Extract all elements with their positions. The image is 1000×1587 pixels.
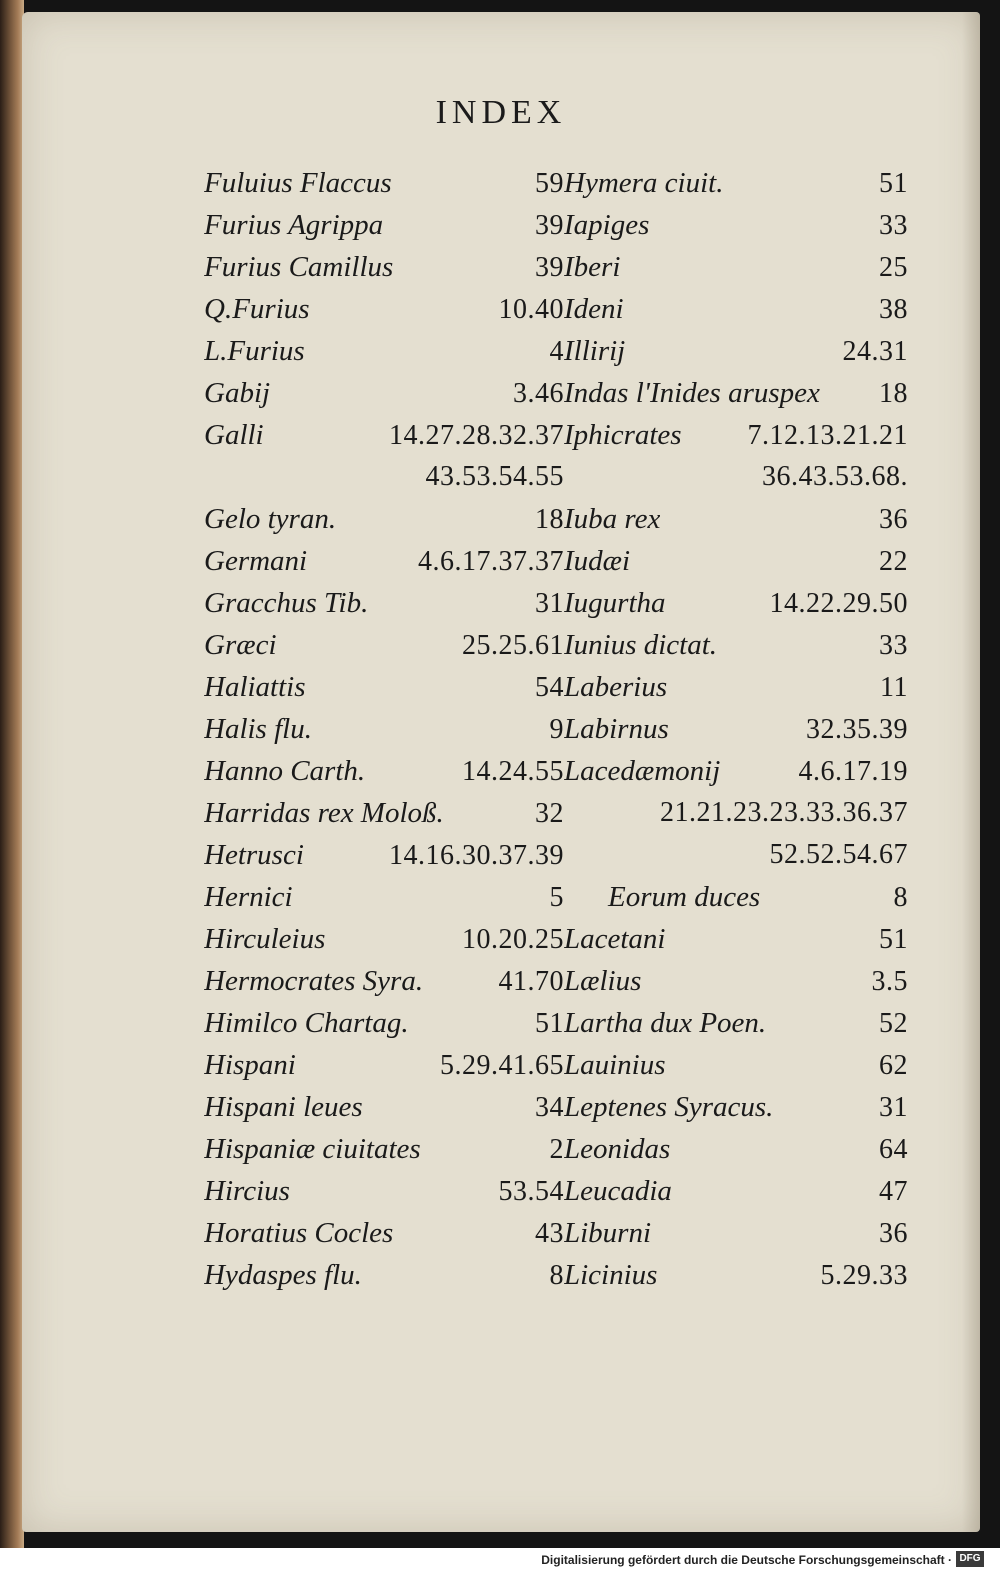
index-entry [204, 1044, 564, 1086]
entry-page-numbers: 32 [535, 798, 564, 829]
entry-name: Iuba rex [564, 503, 661, 535]
index-entry [204, 876, 564, 918]
index-entry [204, 750, 564, 792]
entry-name: Iphicrates [564, 419, 682, 451]
entry-name: Liburni [564, 1217, 652, 1249]
entry-name: Iunius dictat. [564, 629, 718, 661]
entry-page-numbers: 5 [549, 882, 564, 913]
entry-name: Hydaspes flu. [204, 1259, 362, 1291]
entry-name: Hymera ciuit. [564, 167, 724, 199]
index-entry [204, 1002, 564, 1044]
entry-name: Q.Furius [204, 293, 310, 325]
entry-page-numbers: 14.27.28.32.37 [389, 420, 564, 451]
index-entry [564, 1212, 908, 1254]
entry-name: Hispaniæ ciuitates [204, 1133, 421, 1165]
entry-name: Hernici [204, 881, 293, 913]
entry-page-numbers: 5.29.33 [820, 1260, 908, 1291]
entry-page-numbers: 9 [549, 714, 564, 745]
entry-page-numbers: 7.12.13.21.21 [747, 420, 908, 451]
entry-page-numbers: 51 [879, 924, 908, 955]
entry-name: Licinius [564, 1259, 658, 1291]
entry-name: Germani [204, 545, 308, 577]
entry-name: Illirij [564, 335, 626, 367]
entry-page-numbers: 18 [879, 378, 908, 409]
entry-name: Labirnus [564, 713, 669, 745]
entry-name: Laberius [564, 671, 668, 703]
entry-name: Lartha dux Poen. [564, 1007, 767, 1039]
book-page [22, 12, 980, 1532]
entry-page-numbers: 41.70 [498, 966, 564, 997]
entry-page-numbers: 10.20.25 [462, 924, 564, 955]
entry-page-numbers: 24.31 [842, 336, 908, 367]
index-entry [204, 1128, 564, 1170]
index-entry [204, 666, 564, 708]
entry-name: Iudæi [564, 545, 631, 577]
entry-name: Eorum duces [608, 881, 761, 913]
entry-name: Lælius [564, 965, 642, 997]
entry-page-numbers: 3.46 [513, 378, 564, 409]
entry-name: Halis flu. [204, 713, 312, 745]
entry-name: Fuluius Flaccus [204, 167, 392, 199]
entry-page-numbers: 52.52.54.67 [769, 839, 908, 870]
entry-page-numbers: 51 [535, 1008, 564, 1039]
index-entry [564, 960, 908, 1002]
entry-name: Gelo tyran. [204, 503, 337, 535]
entry-name: Hispani leues [204, 1091, 363, 1123]
index-entry [204, 288, 564, 330]
entry-name: Iapiges [564, 209, 650, 241]
index-entry [564, 372, 908, 414]
entry-page-numbers: 32.35.39 [806, 714, 908, 745]
entry-name: Hanno Carth. [204, 755, 366, 787]
entry-page-numbers: 2 [549, 1134, 564, 1165]
index-entry [564, 414, 908, 456]
index-entry [204, 792, 564, 834]
entry-page-numbers: 8 [893, 882, 908, 913]
index-entry [564, 456, 908, 498]
entry-name: Græci [204, 629, 277, 661]
entry-name: Leonidas [564, 1133, 671, 1165]
entry-name: Leptenes Syracus. [564, 1091, 774, 1123]
index-entry [564, 624, 908, 666]
entry-page-numbers: 4 [549, 336, 564, 367]
entry-name: Lauinius [564, 1049, 666, 1081]
entry-name: Iugurtha [564, 587, 666, 619]
entry-name: Himilco Chartag. [204, 1007, 409, 1039]
index-entry [204, 582, 564, 624]
entry-page-numbers: 3.5 [871, 966, 908, 997]
footer-credit: Digitalisierung gefördert durch die Deutsche Forschungsgemeinschaft · [541, 1553, 952, 1567]
entry-page-numbers: 25 [879, 252, 908, 283]
index-entry [204, 1086, 564, 1128]
index-entry [204, 708, 564, 750]
index-entry [564, 330, 908, 372]
entry-name: Gracchus Tib. [204, 587, 369, 619]
dfg-logo: DFG [956, 1551, 984, 1567]
entry-name: Lacetani [564, 923, 666, 955]
entry-page-numbers: 39 [535, 252, 564, 283]
index-entry [564, 288, 908, 330]
entry-name: Hircius [204, 1175, 290, 1207]
index-entry [564, 246, 908, 288]
entry-page-numbers: 36.43.53.68. [762, 461, 908, 492]
index-entry [564, 1002, 908, 1044]
entry-page-numbers: 21.21.23.23.33.36.37 [660, 797, 908, 828]
index-entry [564, 1128, 908, 1170]
entry-name: Hetrusci [204, 839, 304, 871]
entry-name: Leucadia [564, 1175, 672, 1207]
entry-page-numbers: 4.6.17.37.37 [418, 546, 564, 577]
entry-name: Gabij [204, 377, 271, 409]
entry-page-numbers: 52 [879, 1008, 908, 1039]
entry-page-numbers: 62 [879, 1050, 908, 1081]
entry-name: Harridas rex Moloß. [204, 797, 444, 829]
index-entry [564, 1044, 908, 1086]
entry-page-numbers: 54 [535, 672, 564, 703]
entry-page-numbers: 34 [535, 1092, 564, 1123]
index-entry [204, 246, 564, 288]
entry-page-numbers: 39 [535, 210, 564, 241]
index-entry [204, 162, 564, 204]
index-entry [564, 876, 908, 918]
index-entry [204, 330, 564, 372]
entry-page-numbers: 47 [879, 1176, 908, 1207]
index-entry [204, 1170, 564, 1212]
index-entry [564, 792, 908, 834]
entry-page-numbers: 31 [535, 588, 564, 619]
entry-name: Indas l'Inides aruspex [564, 377, 820, 409]
entry-page-numbers: 14.22.29.50 [769, 588, 908, 619]
entry-name: Iberi [564, 251, 621, 283]
entry-page-numbers: 25.25.61 [462, 630, 564, 661]
entry-page-numbers: 10.40 [498, 294, 564, 325]
entry-page-numbers: 4.6.17.19 [798, 756, 908, 787]
entry-page-numbers: 14.24.55 [462, 756, 564, 787]
index-entry [564, 834, 908, 876]
book-spine [0, 0, 24, 1548]
entry-name: Furius Camillus [204, 251, 394, 283]
entry-name: Furius Agrippa [204, 209, 384, 241]
entry-page-numbers: 33 [879, 630, 908, 661]
entry-name: Haliattis [204, 671, 306, 703]
index-entry [564, 918, 908, 960]
entry-page-numbers: 8 [549, 1260, 564, 1291]
index-entry [204, 540, 564, 582]
index-entry [564, 750, 908, 792]
index-entry [564, 1254, 908, 1296]
entry-page-numbers: 22 [879, 546, 908, 577]
index-column-left [204, 162, 564, 1296]
index-entry [564, 540, 908, 582]
entry-name: Hirculeius [204, 923, 326, 955]
entry-name: Hermocrates Syra. [204, 965, 424, 997]
entry-page-numbers: 43 [535, 1218, 564, 1249]
entry-page-numbers: 14.16.30.37.39 [389, 840, 564, 871]
index-entry [564, 582, 908, 624]
entry-page-numbers: 36 [879, 1218, 908, 1249]
index-entry [204, 204, 564, 246]
entry-page-numbers: 51 [879, 168, 908, 199]
entry-page-numbers: 11 [880, 672, 908, 703]
entry-page-numbers: 33 [879, 210, 908, 241]
index-entry [204, 1254, 564, 1296]
index-entry [204, 498, 564, 540]
entry-page-numbers: 18 [535, 504, 564, 535]
entry-page-numbers: 38 [879, 294, 908, 325]
index-entry [204, 414, 564, 456]
entry-name: Lacedæmonij [564, 755, 721, 787]
entry-page-numbers: 59 [535, 168, 564, 199]
index-entry [204, 834, 564, 876]
index-entry [564, 162, 908, 204]
entry-page-numbers: 64 [879, 1134, 908, 1165]
index-entry [564, 666, 908, 708]
entry-name: Galli [204, 419, 264, 451]
entry-name: Ideni [564, 293, 624, 325]
index-entry [564, 1170, 908, 1212]
index-entry [204, 960, 564, 1002]
page-heading: INDEX [435, 94, 567, 131]
entry-name: Hispani [204, 1049, 296, 1081]
index-entry [564, 708, 908, 750]
entry-page-numbers: 43.53.54.55 [425, 461, 564, 492]
index-entry [564, 1086, 908, 1128]
index-entry [204, 372, 564, 414]
index-entry [204, 918, 564, 960]
entry-name: Horatius Cocles [204, 1217, 394, 1249]
index-entry [204, 624, 564, 666]
entry-page-numbers: 31 [879, 1092, 908, 1123]
index-entry [564, 204, 908, 246]
index-column-right [564, 162, 908, 1296]
index-entry [204, 1212, 564, 1254]
index-entry [564, 498, 908, 540]
entry-page-numbers: 36 [879, 504, 908, 535]
entry-page-numbers: 53.54 [498, 1176, 564, 1207]
page-edge-shadow [962, 12, 980, 1532]
entry-name: L.Furius [204, 335, 305, 367]
entry-page-numbers: 5.29.41.65 [440, 1050, 564, 1081]
index-entry [204, 456, 564, 498]
